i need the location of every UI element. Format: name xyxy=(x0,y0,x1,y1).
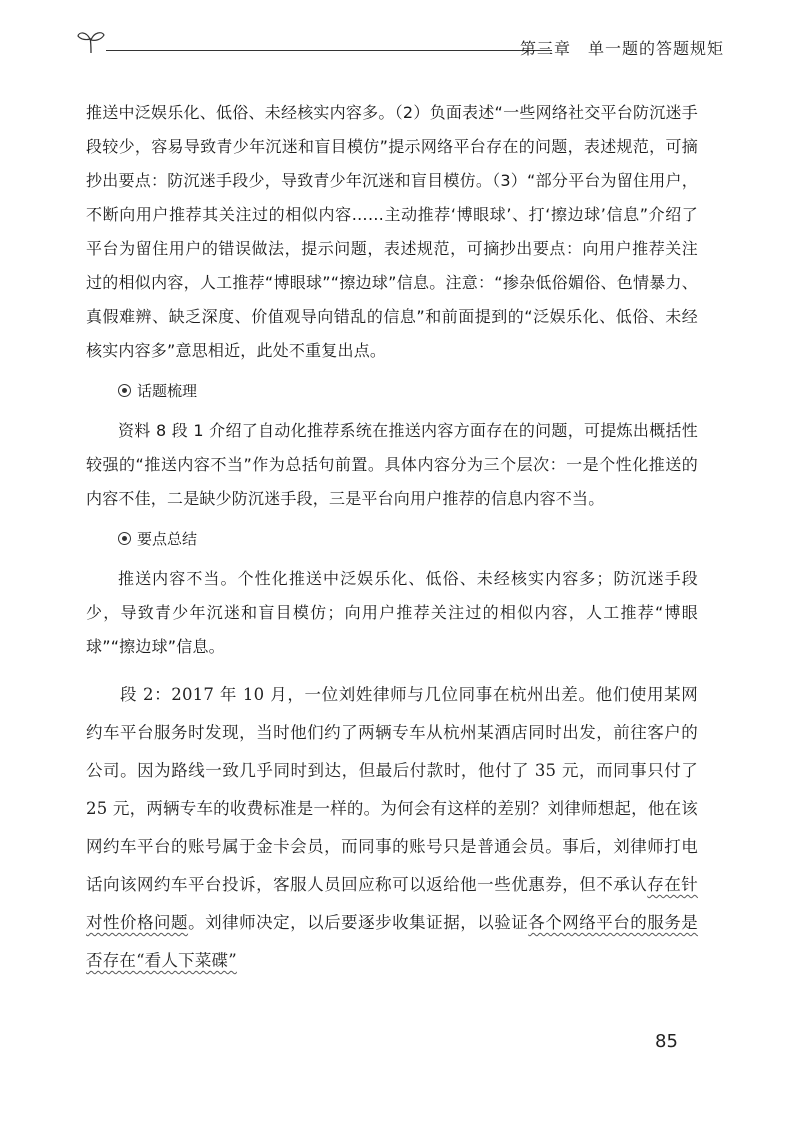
material-text-continued: 。刘律师决定，以后要逐步收集证据，以验证 xyxy=(188,913,529,932)
bullet-icon xyxy=(118,384,131,397)
header-rule xyxy=(106,50,552,51)
underlined-phrase: 存在针对性价格问题 xyxy=(86,875,698,932)
chapter-title: 第三章 单一题的答题规矩 xyxy=(519,39,724,58)
content-body xyxy=(86,96,698,980)
analysis-paragraph: 推送中泛娱乐化、低俗、未经核实内容多。（2）负面表述“一些网络社交平台防沉迷手段较少，容易导致青少年沉迷和盲目模仿”提示网络平台存在的问题，表述规范，可摘抄出要点：防沉迷手段少，导致青少年沉迷和盲目模仿。（3）“部分平台为留住用户，不断向用户推荐其关注过的相似内容……主动推荐‘博眼球’、打‘擦边球’信息”介绍了平台为留住用户的错误做法，提示问题，表述规范，可摘抄出要点：向用户推荐关注过的相似内容，人工推荐“博眼球”“擦边球”信息。注意：“掺杂低俗媚俗、色情暴力、真假难辨、缺乏深度、价值观导向错乱的信息”和前面提到的“泛娱乐化、低俗、未经核实内容多”意思相近，此处不重复出点。 xyxy=(86,103,698,360)
summary-heading-label: 要点总结 xyxy=(137,530,198,548)
topic-paragraph: 资料 8 段 1 介绍了自动化推荐系统在推送内容方面存在的问题，可提炼出概括性较强的“推送内容不当”作为总括句前置。具体内容分为三个层次：一是个性化推送的内容不佳，二是缺少防沉迷手段，三是平台向用户推荐的信息内容不当。 xyxy=(86,421,698,508)
material-paragraph xyxy=(86,676,698,980)
material-text: 段 2：2017 年 10 月，一位刘姓律师与几位同事在杭州出差。他们使用某网约车平台服务时发现，当时他们约了两辆专车从杭州某酒店同时出发，前往客户的公司。因为路线一致几乎同时到达，但最后付款时，他付了 35 元，而同事只付了 25 元，两辆专车的收费标准是一样的。为何会有这样的差别？刘律师想起，他在该网约车平台的账号属于金卡会员，而同事的账号只是普通会员。事后，刘律师打电话向该网约车平台投诉，客服人员回应称可以返给他一些优惠券，但不承认 xyxy=(86,685,698,894)
page-header xyxy=(76,26,726,60)
underlined-phrase: 各个网络平台的服务是否存在“看人下菜碟” xyxy=(86,913,699,970)
bullet-icon xyxy=(118,532,131,545)
sprout-icon xyxy=(76,28,106,54)
topic-heading-label: 话题梳理 xyxy=(137,382,198,400)
page-number: 85 xyxy=(655,1031,678,1052)
summary-paragraph: 推送内容不当。个性化推送中泛娱乐化、低俗、未经核实内容多；防沉迷手段少，导致青少年沉迷和盲目模仿；向用户推荐关注过的相似内容，人工推荐“博眼球”“擦边球”信息。 xyxy=(86,569,698,656)
topic-heading xyxy=(86,374,698,408)
summary-heading xyxy=(86,522,698,556)
